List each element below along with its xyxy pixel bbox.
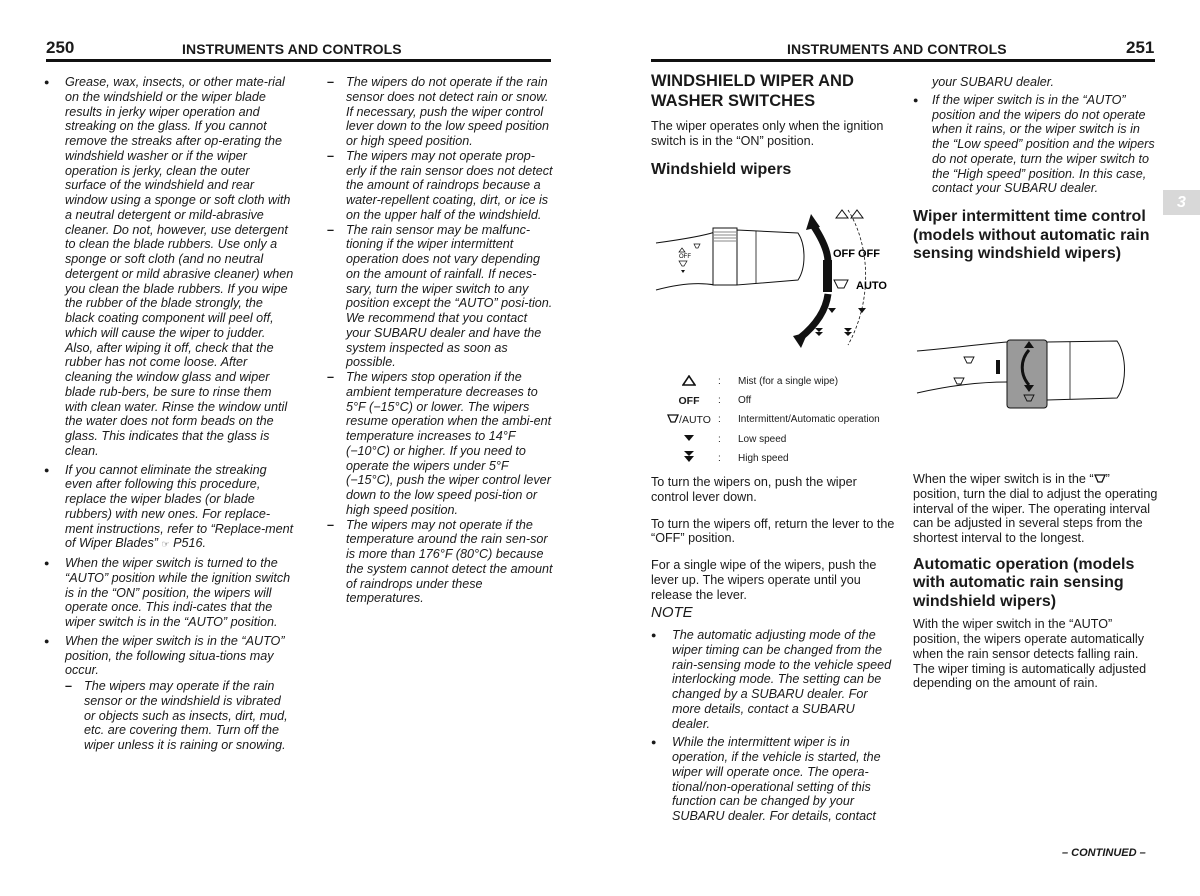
mist-triangle-icon	[660, 375, 718, 389]
legend-description: High speed	[738, 452, 789, 464]
legend-row	[660, 391, 880, 410]
dash-item	[65, 679, 294, 753]
position-arc	[848, 210, 866, 345]
page-reference-link[interactable]: P516.	[173, 536, 206, 551]
paragraph: To turn the wipers off, return the lever to the “OFF” position.	[651, 516, 895, 546]
low-speed-icon-right	[858, 308, 866, 313]
intermittent-dial-figure	[912, 330, 1132, 420]
continuation-text: your SUBARU dealer.	[932, 75, 1055, 89]
page-reference-icon: ☞	[161, 539, 170, 550]
bullet-item	[44, 75, 294, 459]
subsection-title: Windshield wipers	[651, 160, 792, 178]
wiper-icon-upper	[964, 357, 974, 363]
lever-intermittent-icon	[679, 261, 687, 266]
running-head-right: INSTRUMENTS AND CONTROLS	[787, 41, 1007, 57]
right-column-1-lower	[651, 475, 896, 828]
dash-item	[327, 75, 555, 149]
dash-text: The wipers may operate if the rain sensor or the windshield is vibrated or objects such as insects, dirt, mud, etc. are covering them. Turn off the wiper unless it is raining or snowing.	[84, 679, 288, 752]
dash-item	[327, 223, 555, 371]
bullet-text: Grease, wax, insects, or other mate-rial on the windshield or the wiper blade results in jerky wiper operation and streaking on the glass. If you cannot remove the streaks after op-erating the windshield washer or if the wiper operation is jerky, clean the outer surface of the windshield and rear window using a sponge or soft cloth with a neutral detergent or mild-abrasive cleaner. Do not, however, use detergent to clean the blade rubbers. Use only a sponge or soft cloth (and no neutral detergent or mild abrasive cleaner) when you clean the blade rubbers. If you wipe the rubber of the blade strongly, the black coating component will peel off, which will cause the wiper to judder. Also, after wiping it off, check that the rubber has not come loose. After cleaning the window glass and wiper blade rub-bers, be sure to rinse them with clean water. Rinse the window until the water does not form beads on the glass. This indicates that the glass is clean.	[65, 75, 294, 458]
intermittent-wiper-icon	[1094, 474, 1106, 483]
legend-colon: :	[718, 376, 721, 388]
right-column-2	[913, 75, 1158, 270]
auto-label: AUTO	[856, 280, 887, 292]
note-text: If the wiper switch is in the “AUTO” position and the wipers do not operate when it rains, or the wiper switch is in the “Low speed” position and the wipers do not operate, turn the wiper switch to the “High speed” position. In this case, contact your SUBARU dealer.	[932, 92, 1155, 196]
continued-marker: – CONTINUED –	[1062, 847, 1146, 859]
bullet-text: If you cannot eliminate the streaking even after following this procedure, replace the wiper blades (or blade rubbers) with new ones. For replace-ment instructions, refer to “Replace-ment of Wiper Blades”	[65, 462, 294, 551]
low-speed-icon	[660, 433, 718, 445]
paragraph	[913, 472, 1158, 546]
legend-description: Low speed	[738, 433, 787, 445]
legend-description: Mist (for a single wipe)	[738, 376, 839, 388]
bullet-item	[44, 634, 294, 678]
high-speed-icon	[660, 450, 718, 466]
left-column-2	[327, 75, 555, 606]
header-rule-right	[651, 59, 1155, 62]
section-title: WINDSHIELD WIPER AND WASHER SWITCHES	[651, 72, 854, 110]
paragraph: For a single wipe of the wipers, push the lever up. The wipers operate until you release the lever.	[651, 558, 877, 602]
high-speed-icon-left	[815, 328, 823, 332]
dash-text: The rain sensor may be malfunc-tioning if the wiper intermittent operation does not vary depending on the amount of rainfall. If neces-sary, turn the wiper switch to any position except the “AUTO” posi-tion. We recommend that you contact your SUBARU dealer and have the system inspected as soon as possible.	[346, 222, 553, 370]
paragraph: To turn the wipers on, push the wiper control lever down.	[651, 475, 857, 504]
auto-symbol-text: /AUTO	[679, 413, 711, 426]
section-heading: Automatic operation (models with automatic rain sensing windshield wipers)	[913, 555, 1135, 610]
low-speed-icon-left	[828, 308, 836, 313]
legend-row	[660, 410, 880, 429]
paragraph-text: When the wiper switch is in the “	[913, 472, 1094, 486]
dash-text: The wipers do not operate if the rain sensor does not detect rain or snow. If necessary, push the wiper control lever down to the low speed position or high speed position.	[346, 75, 550, 148]
wiper-lever-figure	[648, 200, 910, 348]
lever-mist-icon	[679, 248, 685, 252]
dash-text: The wipers stop operation if the ambient temperature decreases to 5°F (−15°C) or lower. The wipers resume operation when the ambi-ent temperature increases to 14°F (−10°C) or higher. If you need to operate the wipers under 5°F (−15°C), push the wiper control lever down to the low speed posi-tion or high speed position.	[346, 370, 552, 517]
running-head-left: INSTRUMENTS AND CONTROLS	[182, 41, 402, 57]
right-column-2-lower	[913, 472, 1158, 703]
legend-colon: :	[718, 433, 721, 445]
intermittent-auto-symbol	[660, 414, 718, 426]
legend-colon: :	[718, 414, 721, 426]
dash-text: The wipers may not operate prop-erly if the rain sensor does not detect the amount of raindrops because a water-repellent coating, dirt, or ice is on the upper half of the windshield.	[346, 148, 553, 222]
lever-ring	[713, 228, 737, 285]
header-rule-left	[46, 59, 551, 62]
legend-colon: :	[718, 452, 721, 464]
note-bullet	[913, 93, 1158, 196]
paragraph-text: ” position, turn the dial to adjust the operating interval of the wiper. The operating interval can be adjusted in several steps from the shortest interval to the longest.	[913, 472, 1158, 545]
legend-description: Off	[738, 395, 752, 407]
legend-row	[660, 372, 880, 391]
bullet-text: When the wiper switch is turned to the “AUTO” position while the ignition switch is in the “ON” position, the wipers will operate once. This indi-cates that the wiper switch is in the “AUTO” position.	[65, 556, 291, 629]
note-bullet	[651, 628, 896, 731]
dial-stalk	[917, 342, 1007, 393]
off-bar	[823, 260, 832, 292]
bullet-item	[44, 556, 294, 630]
legend-row	[660, 449, 880, 468]
lever-off-label: OFF	[679, 254, 691, 260]
dash-text: The wipers may not operate if the temperature around the rain sen-sor is more than 176°F (80°C) because the system cannot detect the amount of raindrops under these temperatures.	[346, 517, 553, 606]
note-text: The automatic adjusting mode of the wiper timing can be changed from the rain-sensing mode to the vehicle speed interlocking mode. The setting can be changed by a SUBARU dealer. For more details, contact a SUBARU dealer.	[672, 628, 892, 731]
lever-knob	[737, 230, 804, 285]
chapter-tab[interactable]: 3	[1163, 190, 1200, 215]
legend-description: Intermittent/Automatic operation	[738, 414, 880, 426]
intermittent-icon	[834, 280, 848, 288]
symbol-legend	[660, 372, 880, 468]
off-symbol: OFF	[678, 394, 700, 407]
wiper-icon-lower	[954, 378, 964, 384]
high-speed-icon-right	[844, 328, 852, 332]
note-heading: NOTE	[651, 604, 693, 622]
mist-icon-right	[851, 210, 863, 218]
note-bullet	[651, 735, 896, 824]
dash-item	[327, 518, 555, 607]
bullet-item	[44, 463, 294, 553]
left-column-1	[44, 75, 294, 753]
bullet-text: When the wiper switch is in the “AUTO” position, the following situa-tions may occur.	[65, 633, 285, 678]
up-arrow	[813, 225, 828, 262]
dash-item	[327, 149, 555, 223]
lever-low-icon	[681, 270, 685, 273]
intro-paragraph: The wiper operates only when the ignition switch is in the “ON” position.	[651, 119, 884, 148]
intermittent-wiper-icon	[667, 414, 679, 423]
off-label-left: OFF	[833, 248, 855, 260]
page-number-right: 251	[1126, 38, 1155, 57]
section-heading: Wiper intermittent time control (models without automatic rain sensing windshield wipers)	[913, 208, 1150, 262]
dial-knob	[1047, 341, 1125, 400]
off-label-right: OFF	[858, 248, 880, 260]
right-column-1	[651, 71, 896, 185]
paragraph: With the wiper switch in the “AUTO” position, the wipers operate automatically when the rain sensor detects falling rain. The wiper timing is automatically adjusted depending on the amount of rain.	[913, 617, 1147, 691]
legend-colon: :	[718, 395, 721, 407]
page-number-left: 250	[46, 38, 75, 57]
down-arrow	[800, 294, 828, 338]
note-text: While the intermittent wiper is in operation, if the vehicle is started, the wiper will operate once. The opera-tional/non-operational setting of this function can be changed by your SUBARU dealer. For details, contact	[672, 735, 881, 823]
mist-icon-left	[836, 210, 848, 218]
dash-item	[327, 370, 555, 518]
legend-row	[660, 430, 880, 449]
